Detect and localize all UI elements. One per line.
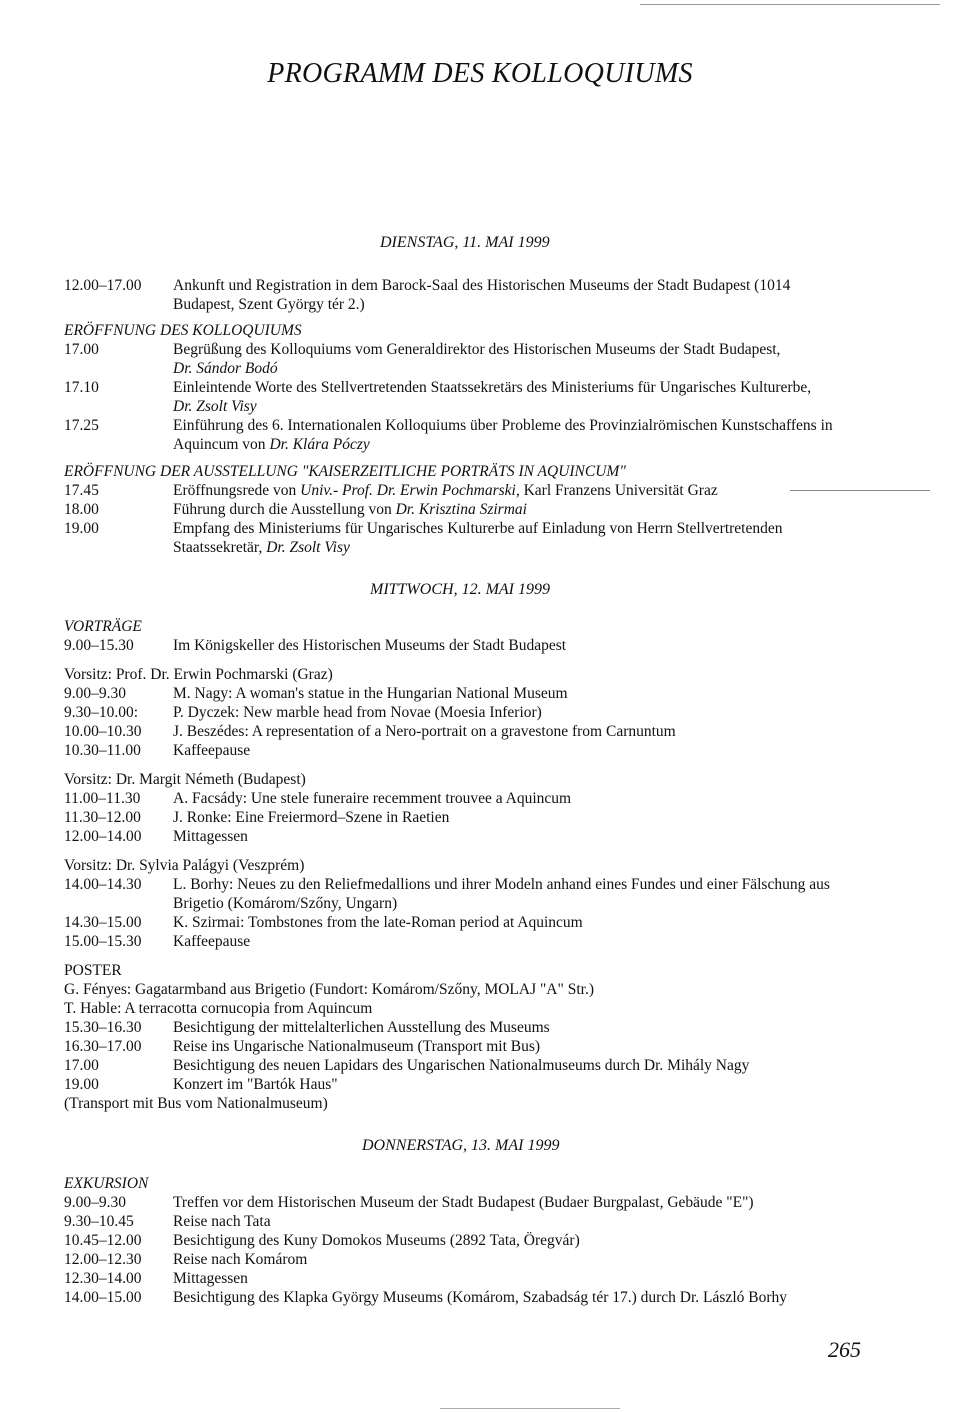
session-chair: Vorsitz: Prof. Dr. Erwin Pochmarski (Graz) — [64, 666, 333, 683]
description: Reise nach Tata — [173, 1213, 271, 1230]
time: 15.30–16.30 — [64, 1019, 142, 1036]
transport-note: (Transport mit Bus vom Nationalmuseum) — [64, 1095, 328, 1112]
day2-schedule — [64, 617, 874, 1113]
schedule-row — [64, 722, 874, 741]
schedule-row — [64, 1269, 874, 1288]
speaker-name: Dr. Klára Póczy — [269, 436, 370, 453]
time: 17.10 — [64, 379, 99, 396]
time: 10.30–11.00 — [64, 742, 141, 759]
poster-heading: POSTER — [64, 962, 122, 979]
time: 11.00–11.30 — [64, 790, 141, 807]
session-chair: Vorsitz: Dr. Sylvia Palágyi (Veszprém) — [64, 857, 305, 874]
schedule-row — [64, 519, 874, 557]
day3-heading: DONNERSTAG, 13. MAI 1999 — [362, 1137, 560, 1154]
schedule-row — [64, 340, 874, 378]
margin-rule — [790, 490, 930, 491]
schedule-row — [64, 1075, 874, 1094]
day2-heading: MITTWOCH, 12. MAI 1999 — [370, 581, 550, 598]
schedule-row — [64, 1250, 874, 1269]
day1-schedule — [64, 276, 874, 557]
time: 14.30–15.00 — [64, 914, 142, 931]
time: 17.25 — [64, 417, 99, 434]
description-cont: Budapest, Szent György tér 2.) — [173, 296, 365, 313]
schedule-row — [64, 481, 874, 500]
schedule-row — [64, 1288, 874, 1307]
schedule-row — [64, 703, 874, 722]
description: Treffen vor dem Historischen Museum der Stadt Budapest (Budaer Burgpalast, Gebäude "E") — [173, 1194, 754, 1211]
schedule-row — [64, 416, 874, 454]
description: Empfang des Ministeriums für Ungarisches Kulturerbe auf Einladung von Herrn Stellvertretenden — [173, 520, 783, 537]
day1-heading: DIENSTAG, 11. MAI 1999 — [380, 234, 550, 251]
description: Besichtigung des neuen Lapidars des Ungarischen Nationalmuseums durch Dr. Mihály Nagy — [173, 1057, 750, 1074]
speaker-name: Dr. Sándor Bodó — [173, 360, 278, 377]
time: 9.00–15.30 — [64, 637, 134, 654]
time: 10.00–10.30 — [64, 723, 142, 740]
time: 9.30–10.45 — [64, 1213, 134, 1230]
time: 11.30–12.00 — [64, 809, 141, 826]
schedule-row — [64, 1037, 874, 1056]
description: Einleintende Worte des Stellvertretenden Staatssekretärs des Ministeriums für Ungarisches Kulturerbe, — [173, 379, 812, 396]
description: Im Königskeller des Historischen Museums der Stadt Budapest — [173, 637, 567, 654]
description-cont: Brigetio (Komárom/Szőny, Ungarn) — [173, 895, 398, 912]
time: 12.00–17.00 — [64, 277, 142, 294]
time: 12.00–14.00 — [64, 828, 142, 845]
lectures-section-heading: VORTRÄGE — [64, 618, 142, 635]
description-cont: Staatssekretär, — [173, 539, 263, 556]
description: Einführung des 6. Internationalen Kolloquiums über Probleme des Provinzialrömischen Kunstschaffens in — [173, 417, 833, 434]
description: Besichtigung der mittelalterlichen Ausstellung des Museums — [173, 1019, 550, 1036]
schedule-row — [64, 1056, 874, 1075]
schedule-row — [64, 875, 874, 913]
schedule-row — [64, 741, 874, 760]
schedule-row — [64, 1018, 874, 1037]
time: 12.00–12.30 — [64, 1251, 142, 1268]
speaker-name: Dr. Zsolt Visy — [266, 539, 350, 556]
day3-schedule — [64, 1174, 874, 1307]
schedule-row — [64, 1193, 874, 1212]
schedule-row — [64, 932, 874, 951]
time: 14.00–14.30 — [64, 876, 142, 893]
speaker-name: Dr. Zsolt Visy — [173, 398, 257, 415]
schedule-row — [64, 684, 874, 703]
description: Besichtigung des Klapka György Museums (Komárom, Szabadság tér 17.) durch Dr. László Borhy — [173, 1289, 787, 1306]
speaker-name: Dr. Krisztina Szirmai — [395, 501, 527, 518]
bottom-rule — [440, 1408, 620, 1409]
schedule-row — [64, 500, 874, 519]
description: M. Nagy: A woman's statue in the Hungarian National Museum — [173, 685, 568, 702]
schedule-row — [64, 789, 874, 808]
speaker-name: Univ.- Prof. Dr. Erwin Pochmarski, — [300, 482, 520, 499]
schedule-row — [64, 808, 874, 827]
description: Mittagessen — [173, 828, 248, 845]
description: Reise ins Ungarische Nationalmuseum (Transport mit Bus) — [173, 1038, 541, 1055]
time: 15.00–15.30 — [64, 933, 142, 950]
description: J. Beszédes: A representation of a Nero-portrait on a gravestone from Carnuntum — [173, 723, 676, 740]
time: 17.00 — [64, 1057, 99, 1074]
time: 9.00–9.30 — [64, 1194, 126, 1211]
time: 9.30–10.00: — [64, 704, 139, 721]
description-cont: Aquincum von — [173, 436, 266, 453]
description: Reise nach Komárom — [173, 1251, 308, 1268]
page-number: 265 — [828, 1337, 861, 1362]
exhibition-section-heading: ERÖFFNUNG DER AUSSTELLUNG "KAISERZEITLICHE PORTRÄTS IN AQUINCUM" — [64, 463, 626, 480]
description: Kaffeepause — [173, 742, 251, 759]
top-rule — [640, 4, 940, 5]
description: Eröffnungsrede von — [173, 482, 297, 499]
description: Kaffeepause — [173, 933, 251, 950]
description: Ankunft und Registration in dem Barock-Saal des Historischen Museums der Stadt Budapest (1014 — [173, 277, 791, 294]
schedule-row — [64, 378, 874, 416]
affiliation: Karl Franzens Universität Graz — [523, 482, 718, 499]
opening-section-heading: ERÖFFNUNG DES KOLLOQUIUMS — [64, 322, 302, 339]
description: Führung durch die Ausstellung von — [173, 501, 392, 518]
time: 19.00 — [64, 1076, 99, 1093]
schedule-row — [64, 636, 874, 655]
schedule-row — [64, 276, 874, 314]
poster-item: G. Fényes: Gagatarmband aus Brigetio (Fundort: Komárom/Szőny, MOLAJ "A" Str.) — [64, 981, 594, 998]
schedule-row — [64, 913, 874, 932]
time: 17.45 — [64, 482, 99, 499]
description: L. Borhy: Neues zu den Reliefmedallions und ihrer Modeln anhand eines Fundes und einer Fälschung aus — [173, 876, 830, 893]
session-chair: Vorsitz: Dr. Margit Németh (Budapest) — [64, 771, 306, 788]
description: Mittagessen — [173, 1270, 248, 1287]
description: Konzert im "Bartók Haus" — [173, 1076, 338, 1093]
excursion-section-heading: EXKURSION — [64, 1175, 149, 1192]
description: Begrüßung des Kolloquiums vom Generaldirektor des Historischen Museums der Stadt Budapest, — [173, 341, 781, 358]
description: A. Facsády: Une stele funeraire recemment trouvee a Aquincum — [173, 790, 572, 807]
time: 10.45–12.00 — [64, 1232, 142, 1249]
poster-item: T. Hable: A terracotta cornucopia from Aquincum — [64, 1000, 373, 1017]
description: J. Ronke: Eine Freiermord–Szene in Raetien — [173, 809, 450, 826]
time: 9.00–9.30 — [64, 685, 126, 702]
time: 18.00 — [64, 501, 99, 518]
time: 12.30–14.00 — [64, 1270, 142, 1287]
description: Besichtigung des Kuny Domokos Museums (2892 Tata, Öregvár) — [173, 1232, 580, 1249]
schedule-row — [64, 1231, 874, 1250]
time: 16.30–17.00 — [64, 1038, 142, 1055]
time: 19.00 — [64, 520, 99, 537]
time: 17.00 — [64, 341, 99, 358]
description: P. Dyczek: New marble head from Novae (Moesia Inferior) — [173, 704, 542, 721]
page-title: PROGRAMM DES KOLLOQUIUMS — [267, 58, 693, 89]
description: K. Szirmai: Tombstones from the late-Roman period at Aquincum — [173, 914, 583, 931]
time: 14.00–15.00 — [64, 1289, 142, 1306]
schedule-row — [64, 1212, 874, 1231]
schedule-row — [64, 827, 874, 846]
